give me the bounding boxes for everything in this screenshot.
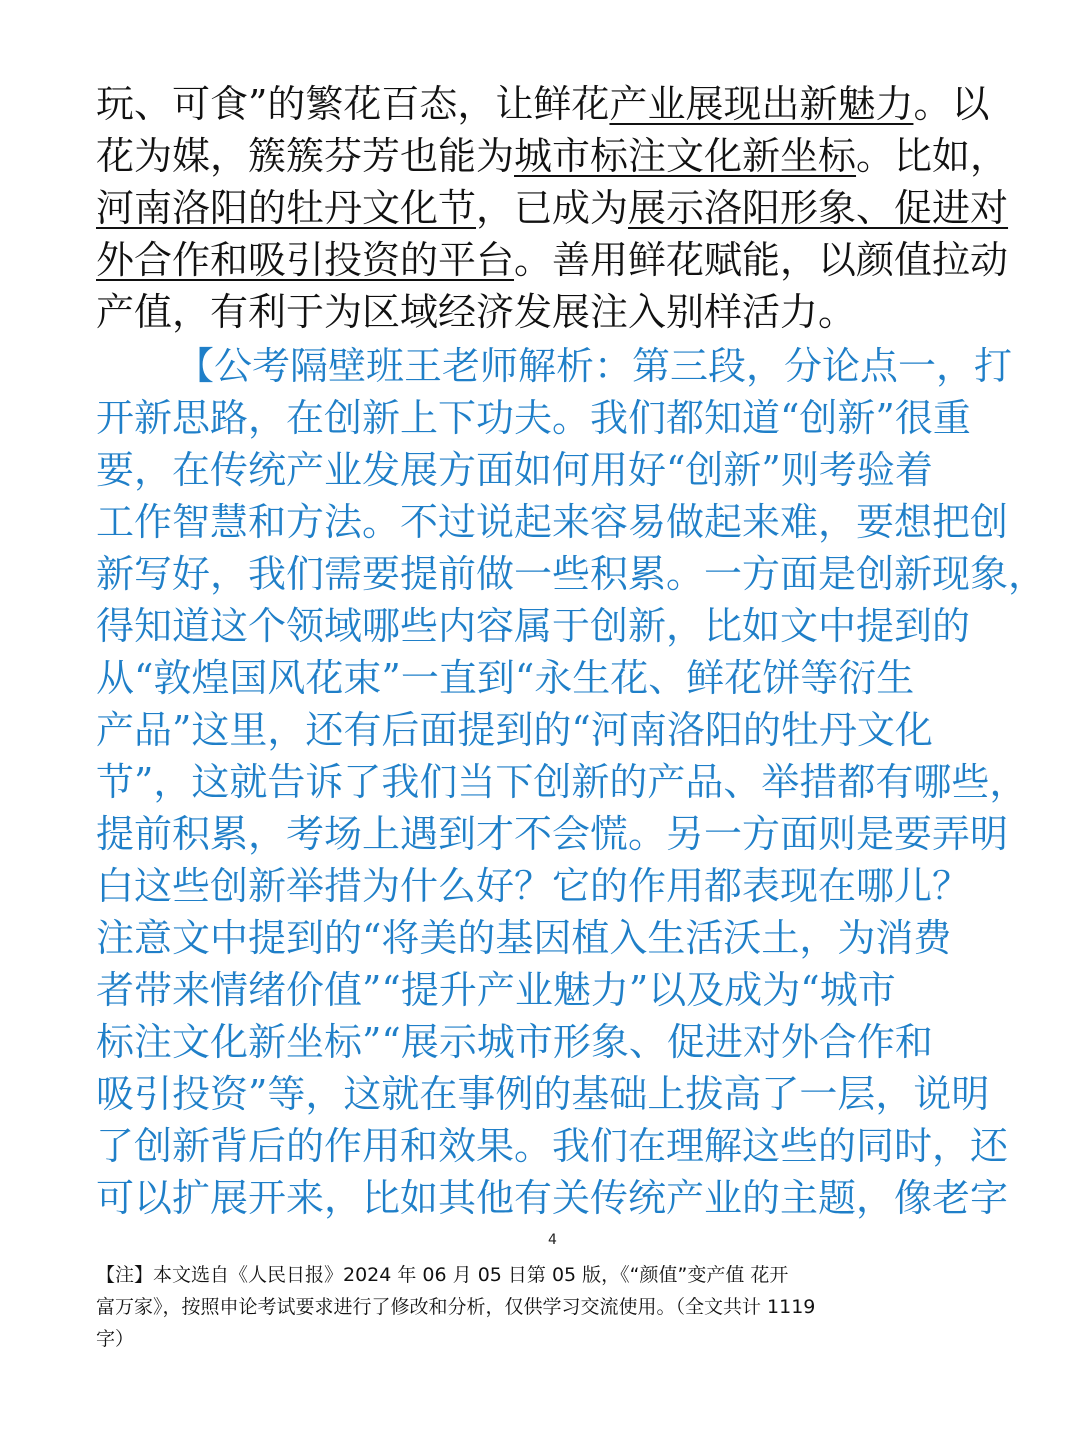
footnote-line: 【注】本文选自《人民日报》2024 年 06 月 05 日第 05 版，《“颜值”变产值 花开 (96, 1264, 789, 1286)
analysis-line: 从“敦煌国风花束”一直到“永生花、鲜花饼等衍生 (96, 656, 915, 700)
analysis-line: 注意文中提到的“将美的基因植入生活沃土，为消费 (96, 916, 952, 960)
footnote-line: 字） (96, 1328, 135, 1350)
analysis-line: 开新思路，在创新上下功夫。我们都知道“创新”很重 (96, 396, 971, 440)
analysis-line: 可以扩展开来，比如其他有关传统产业的主题，像老字 (96, 1176, 1009, 1220)
body-line-3: 河南洛阳的牡丹文化节，已成为展示洛阳形象、促进对 (96, 186, 1009, 230)
analysis-line: 节”，这就告诉了我们当下创新的产品、举措都有哪些， (96, 760, 1028, 804)
analysis-line: 标注文化新坐标”“展示城市形象、促进对外合作和 (96, 1020, 933, 1064)
underlined-phrase: 河南洛阳的牡丹文化节 (96, 186, 477, 230)
body-line-4: 外合作和吸引投资的平台。善用鲜花赋能，以颜值拉动 (96, 238, 1009, 282)
underlined-phrase: 展示洛阳形象、促进对 (628, 186, 1009, 230)
analysis-line: 吸引投资”等，这就在事例的基础上拔高了一层，说明 (96, 1072, 990, 1116)
footnote-line: 富万家》，按照申论考试要求进行了修改和分析，仅供学习交流使用。（全文共计 1119 (96, 1296, 816, 1318)
analysis-line: 白这些创新举措为什么好？它的作用都表现在哪儿？ (96, 864, 971, 908)
analysis-line: 者带来情绪价值”“提升产业魅力”以及成为“城市 (96, 968, 896, 1012)
analysis-line: 新写好，我们需要提前做一些积累。一方面是创新现象， (96, 552, 1047, 596)
body-line-2: 花为媒，簇簇芬芳也能为城市标注文化新坐标。比如， (96, 134, 1009, 178)
body-line-5: 产值，有利于为区域经济发展注入别样活力。 (96, 290, 857, 334)
analysis-line: 要，在传统产业发展方面如何用好“创新”则考验着 (96, 448, 933, 492)
analysis-line: 【公考隔壁班王老师解析：第三段，分论点一，打 (176, 344, 1013, 388)
analysis-line: 了创新背后的作用和效果。我们在理解这些的同时，还 (96, 1124, 1009, 1168)
analysis-line: 得知道这个领域哪些内容属于创新，比如文中提到的 (96, 604, 971, 648)
underlined-phrase: 城市标注文化新坐标 (514, 134, 857, 178)
analysis-line: 产品”这里，还有后面提到的“河南洛阳的牡丹文化 (96, 708, 933, 752)
underlined-phrase: 产业展现出新魅力 (609, 82, 914, 126)
body-line-1: 玩、可食”的繁花百态，让鲜花产业展现出新魅力。以 (96, 82, 990, 126)
page-number: 4 (548, 1232, 557, 1248)
analysis-line: 提前积累，考场上遇到才不会慌。另一方面则是要弄明 (96, 812, 1009, 856)
underlined-phrase: 外合作和吸引投资的平台 (96, 238, 515, 282)
analysis-line: 工作智慧和方法。不过说起来容易做起来难，要想把创 (96, 500, 1009, 544)
